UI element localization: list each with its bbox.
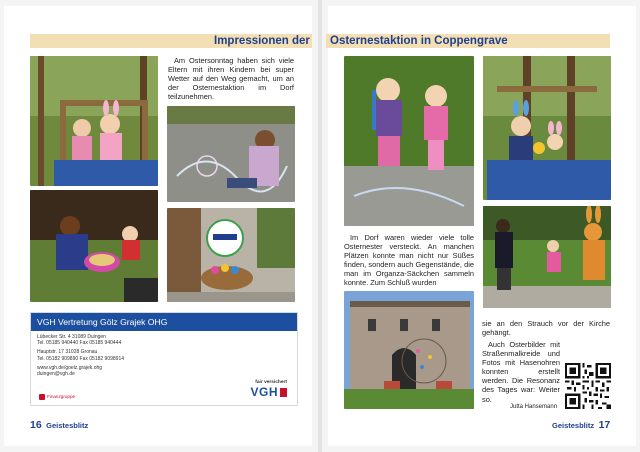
sparkasse-label: Finanzgruppe (47, 394, 76, 400)
vgh-advertisement (30, 312, 298, 406)
ad-website[interactable]: www.vgh.de/goelz.grajek.ohg (37, 364, 103, 371)
photo-easter-bunny-costume (483, 206, 611, 308)
ad-address-2: Hauptstr. 17 31028 Gronau (37, 349, 98, 356)
ad-address-1: Lübecker Str. 4 31089 Duingen (37, 334, 106, 340)
right-continuation-paragraph: sie an den Strauch vor der Kirche gehängt. (482, 319, 610, 338)
right-magazine-name: Geistesblitz (552, 421, 595, 430)
ad-title: VGH Vertretung Gölz Grajek OHG (31, 313, 297, 331)
left-heading: Impressionen der (214, 35, 310, 47)
right-closing-text (482, 340, 560, 404)
right-heading: Osternestaktion in Coppengrave (330, 35, 508, 47)
qr-code-icon[interactable] (565, 363, 611, 409)
photo-two-girls-chalk (344, 56, 474, 226)
page-gutter (318, 0, 322, 452)
photo-children-with-nest (30, 190, 158, 302)
right-middle-paragraph: Im Dorf waren wieder viele tolle Osternester versteckt. An manchen Plätzen konnte man nicht nur Süßes finden, sondern auch Gegenstände, die man im Organza-Säckchen sammeln konnte. Zum Schluß wurden (344, 233, 474, 288)
photo-chalk-drawing (167, 106, 295, 202)
author-signature: Jutta Hansemann (510, 404, 558, 410)
vgh-tagline: fair versichert (255, 380, 287, 385)
sparkasse-icon (39, 394, 45, 400)
photo-church-with-easter-bush (344, 291, 474, 409)
photo-children-at-easter-booth (30, 56, 158, 186)
ad-phone-1: Tel. 05185 940440 Fax 05185 940444 (37, 340, 122, 347)
right-footer (552, 415, 610, 433)
left-intro-paragraph: Am Ostersonntag haben sich viele Eltern mit ihren Kindern bei super Wetter auf den Weg gemacht, um an der Osternestaktion im Dorf teilzunehmen. (168, 56, 294, 102)
right-middle-text (344, 233, 474, 288)
sparkasse-logo (39, 394, 75, 400)
left-intro-text (168, 56, 294, 101)
vgh-logo-mark-icon (280, 388, 287, 397)
right-page-number: 17 (598, 419, 611, 431)
vgh-logo (250, 385, 287, 399)
right-continuation-text (482, 319, 610, 337)
right-closing-paragraph: Auch Osterbilder mit Straßenmalkreide und Fotos mit Hasenohren konnten erstellt werden. Die Resonanz des Tages war: Weiter so. (482, 340, 560, 404)
ad-email[interactable]: duingen@vgh.de (37, 371, 75, 378)
left-page-number: 16 (30, 419, 42, 431)
left-magazine-name: Geistesblitz (46, 421, 89, 430)
left-footer (30, 415, 88, 433)
vgh-logo-text: VGH (250, 385, 278, 399)
photo-easter-basket-sign (167, 208, 295, 302)
ad-phone-2: Tel. 05182 909890 Fax 05182 9098914 (37, 355, 125, 362)
photo-bunny-ears-booth (483, 56, 611, 200)
